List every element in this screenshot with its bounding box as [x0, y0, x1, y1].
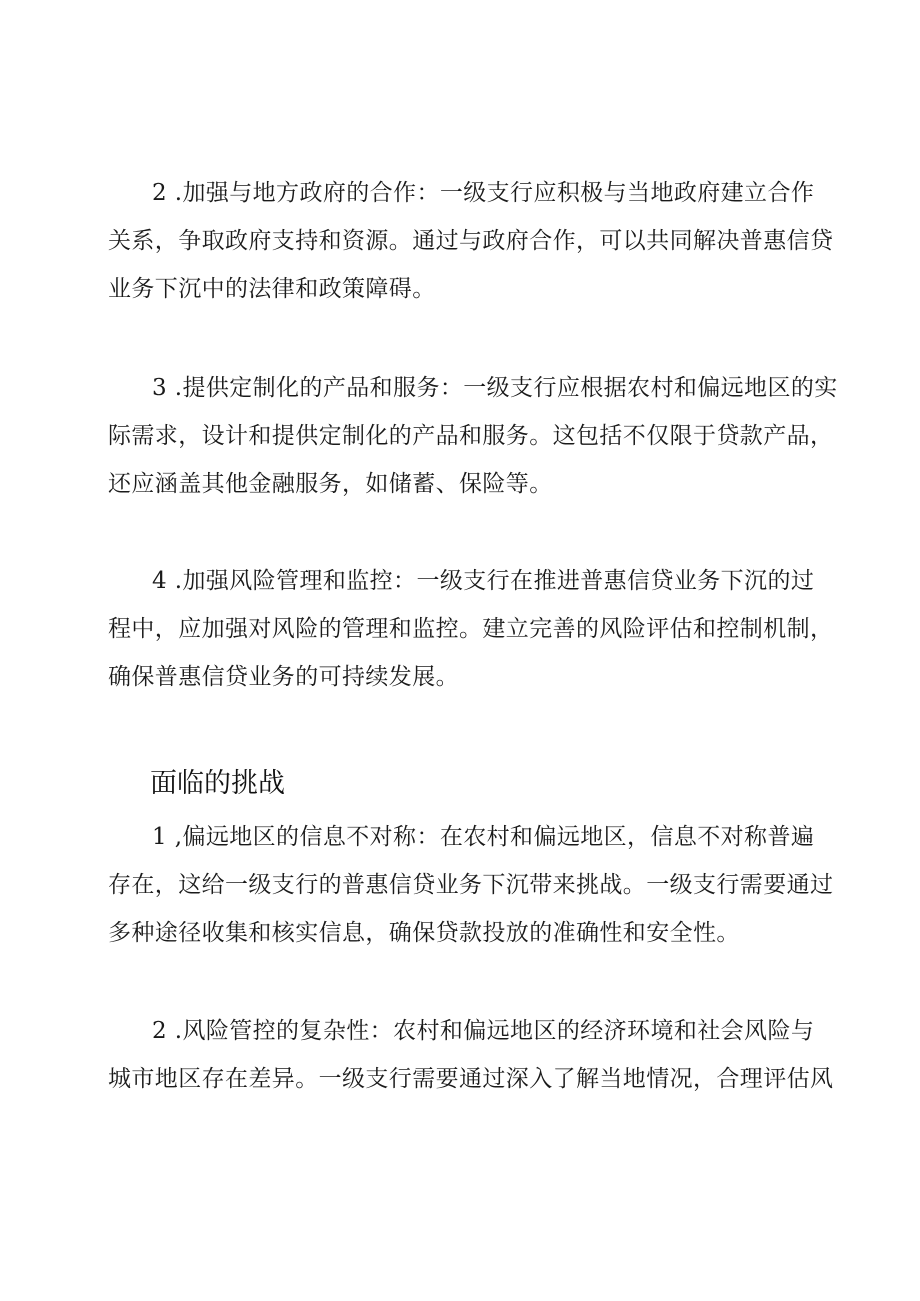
section-heading-challenges: 面临的挑战: [150, 768, 285, 799]
paragraph-3-customized-products: [108, 364, 838, 508]
paragraph-line: 2 .风险管控的复杂性：农村和偏远地区的经济环境和社会风险与: [152, 1018, 815, 1044]
paragraph-4-risk-management: [108, 557, 834, 701]
paragraph-line: 确保普惠信贷业务的可持续发展。: [108, 664, 459, 690]
paragraph-line: 城市地区存在差异。一级支行需要通过深入了解当地情况，合理评估风: [108, 1066, 834, 1092]
paragraph-line: 际需求，设计和提供定制化的产品和服务。这包括不仅限于贷款产品，: [108, 423, 834, 449]
paragraph-line: 还应涵盖其他金融服务，如储蓄、保险等。: [108, 471, 553, 497]
paragraph-line: 存在，这给一级支行的普惠信贷业务下沉带来挑战。一级支行需要通过: [108, 872, 834, 898]
paragraph-line: 2 .加强与地方政府的合作：一级支行应积极与当地政府建立合作: [152, 180, 815, 206]
paragraph-2-risk-complexity: [108, 1007, 834, 1103]
paragraph-line: 4 .加强风险管理和监控：一级支行在推进普惠信贷业务下沉的过: [152, 568, 815, 594]
paragraph-line: 3 .提供定制化的产品和服务：一级支行应根据农村和偏远地区的实: [152, 375, 838, 401]
paragraph-line: 业务下沉中的法律和政策障碍。: [108, 276, 436, 302]
paragraph-line: 程中，应加强对风险的管理和监控。建立完善的风险评估和控制机制，: [108, 616, 834, 642]
paragraph-1-information-asymmetry: [108, 813, 834, 957]
paragraph-line: 多种途径收集和核实信息，确保贷款投放的准确性和安全性。: [108, 920, 740, 946]
paragraph-line: 1 ,偏远地区的信息不对称：在农村和偏远地区，信息不对称普遍: [152, 824, 815, 850]
paragraph-2-government-cooperation: [108, 169, 834, 313]
paragraph-line: 关系，争取政府支持和资源。通过与政府合作，可以共同解决普惠信贷: [108, 228, 834, 254]
